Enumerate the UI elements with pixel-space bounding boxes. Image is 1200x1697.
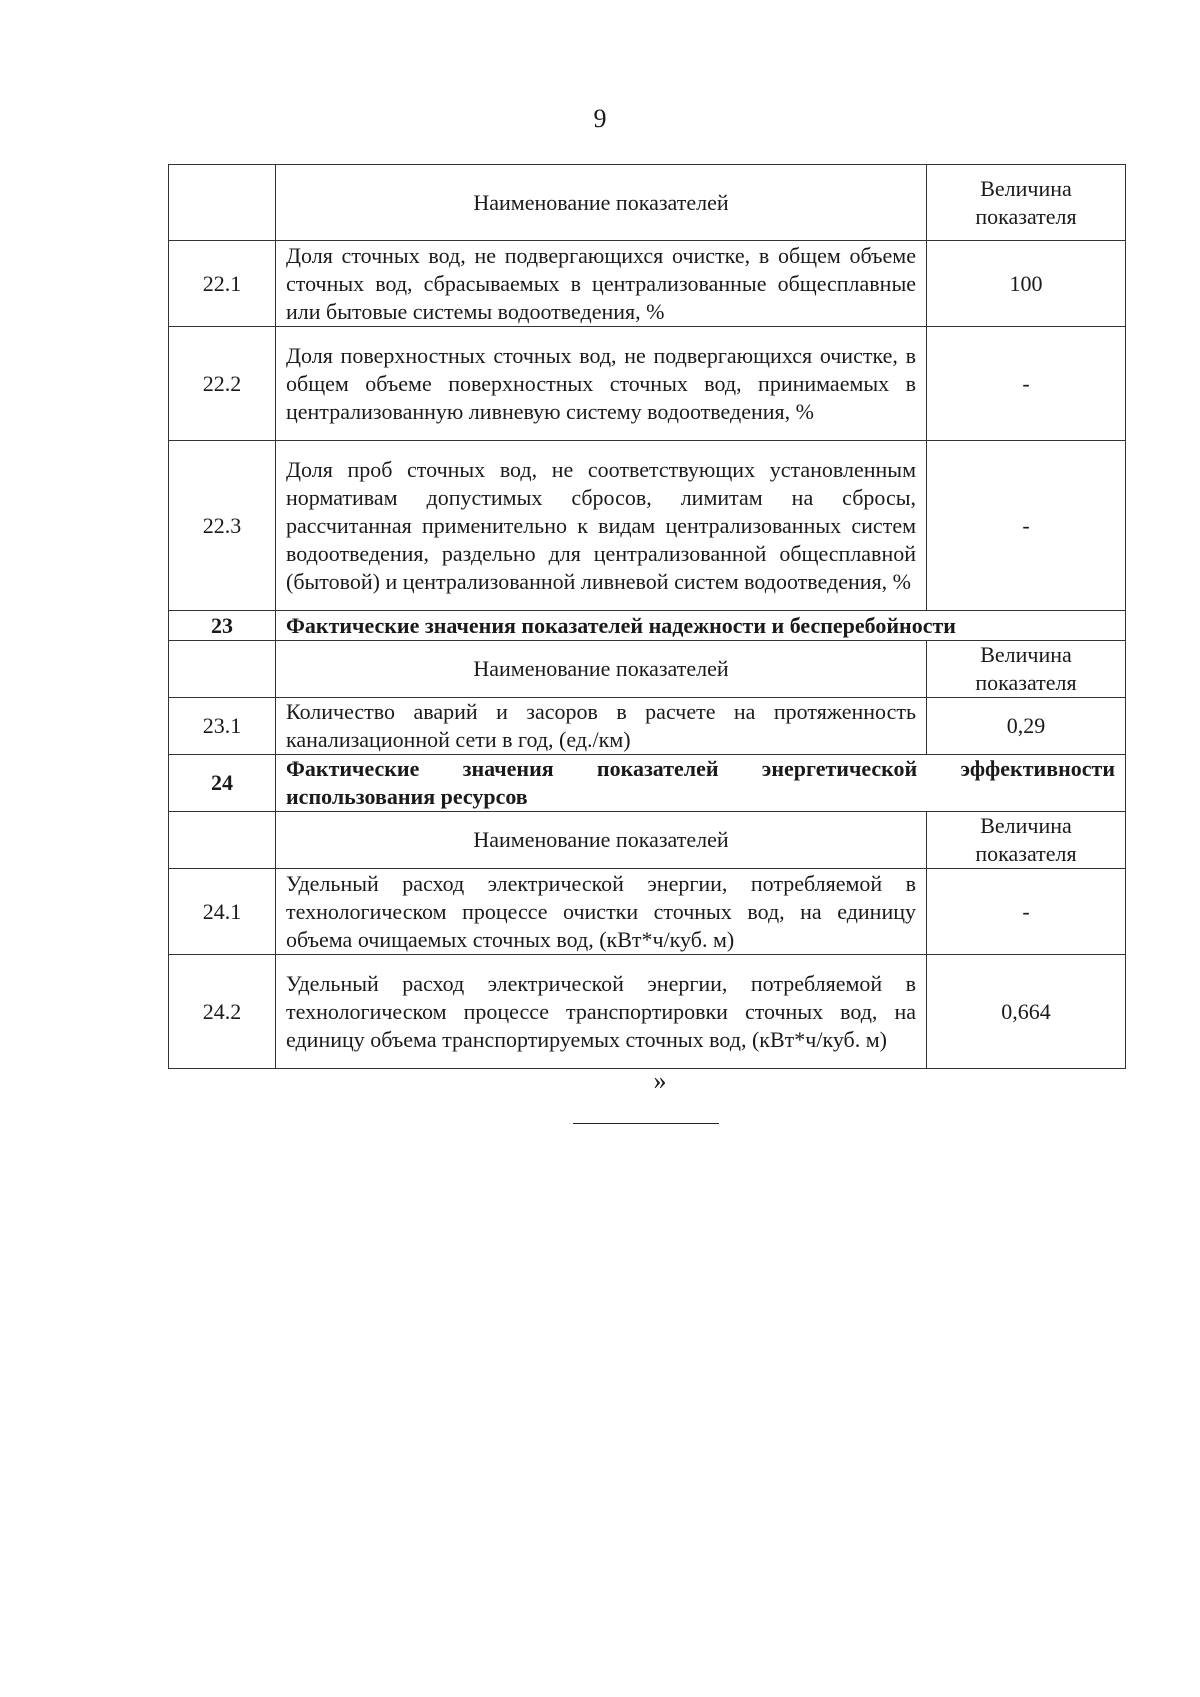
row-value: - [927,327,1126,441]
table-header-row [169,812,1126,869]
header-value-cell: Величина показателя [927,641,1126,698]
section-row [169,611,1126,641]
header-value-cell: Величина показателя [927,165,1126,241]
header-name-cell: Наименование показателей [276,641,927,698]
closing-quote: » [653,1066,667,1095]
table-row [169,869,1126,955]
row-number: 24.2 [169,955,276,1069]
section-title: Фактические значения показателей энергетической эффективности использования ресурсов [276,755,1126,812]
row-text: Удельный расход электрической энергии, потребляемой в технологическом процессе транспортировки сточных вод, на единицу объема транспортируемых сточных вод, (кВт*ч/куб. м) [276,955,927,1069]
row-value: - [927,869,1126,955]
table-header-row [169,641,1126,698]
row-value: - [927,441,1126,611]
section-title: Фактические значения показателей надежности и бесперебойности [276,611,1126,641]
row-value: 100 [927,241,1126,327]
table-row [169,327,1126,441]
header-num-cell [169,165,276,241]
row-number: 23.1 [169,698,276,755]
row-text: Доля проб сточных вод, не соответствующих установленным нормативам допустимых сбросов, лимитам на сбросы, рассчитанная применительно к видам централизованных систем водоотведения, раздельно для централизованной общесплавной (бытовой) и централизованной ливневой систем водоотведения, % [276,441,927,611]
table-row [169,698,1126,755]
section-number: 23 [169,611,276,641]
page-number: 9 [593,104,607,133]
row-text: Количество аварий и засоров в расчете на протяженность канализационной сети в год, (ед./км) [276,698,927,755]
row-text: Доля сточных вод, не подвергающихся очистке, в общем объеме сточных вод, сбрасываемых в централизованные общесплавные или бытовые системы водоотведения, % [276,241,927,327]
row-number: 22.1 [169,241,276,327]
header-num-cell [169,812,276,869]
header-value-cell: Величина показателя [927,812,1126,869]
row-number: 24.1 [169,869,276,955]
header-num-cell [169,641,276,698]
row-value: 0,664 [927,955,1126,1069]
end-divider-line [573,1123,719,1124]
indicators-table [168,164,1126,1069]
row-number: 22.2 [169,327,276,441]
section-number: 24 [169,755,276,812]
table-row [169,441,1126,611]
row-text: Удельный расход электрической энергии, потребляемой в технологическом процессе очистки сточных вод, на единицу объема очищаемых сточных вод, (кВт*ч/куб. м) [276,869,927,955]
header-name-cell: Наименование показателей [276,165,927,241]
header-name-cell: Наименование показателей [276,812,927,869]
row-value: 0,29 [927,698,1126,755]
table-row [169,241,1126,327]
table-header-row [169,165,1126,241]
section-row [169,755,1126,812]
table-row [169,955,1126,1069]
row-text: Доля поверхностных сточных вод, не подвергающихся очистке, в общем объеме поверхностных сточных вод, принимаемых в централизованную ливневую систему водоотведения, % [276,327,927,441]
row-number: 22.3 [169,441,276,611]
